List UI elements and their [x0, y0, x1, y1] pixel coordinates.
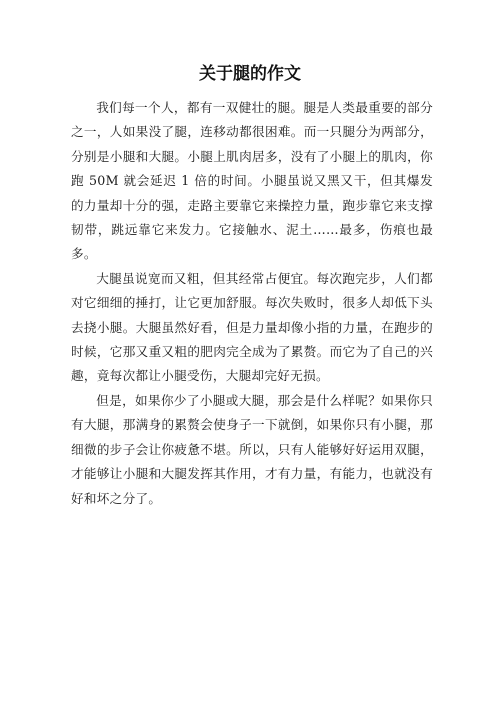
document-title: 关于腿的作文 [199, 64, 301, 84]
paragraph-2: 大腿虽说宽而又粗，但其经常占便宜。每次跑完步，人们都对它细细的捶打，让它更加舒服。每次失败时，很多人却低下头去挠小腿。大腿虽然好看，但是力量却像小指的力量，在跑步的时候，它那又重又粗的肥肉完全成为了累赘。而它为了自己的兴趣，竟每次都让小腿受伤，大腿却完好无损。 [71, 270, 433, 384]
document-body [71, 96, 433, 511]
paragraph-3: 但是，如果你少了小腿或大腿，那会是什么样呢？如果你只有大腿，那满身的累赘会使身子一下就倒，如果你只有小腿，那细微的步子会让你疲惫不堪。所以，只有人能够好好运用双腿，才能够让小腿和大腿发挥其作用，才有力量，有能力，也就没有好和坏之分了。 [71, 392, 433, 506]
paragraph-1: 我们每一个人，都有一双健壮的腿。腿是人类最重要的部分之一，人如果没了腿，连移动都很困难。而一只腿分为两部分，分别是小腿和大腿。小腿上肌肉居多，没有了小腿上的肌肉，你跑 50M 就会延迟 1 倍的时间。小腿虽说又黑又干，但其爆发的力量却十分的强，走路主要靠它来操控力量，跑步靠它来支撑韧带，跳远靠它来发力。它接触水、泥土……最多，伤痕也最多。 [71, 100, 433, 262]
